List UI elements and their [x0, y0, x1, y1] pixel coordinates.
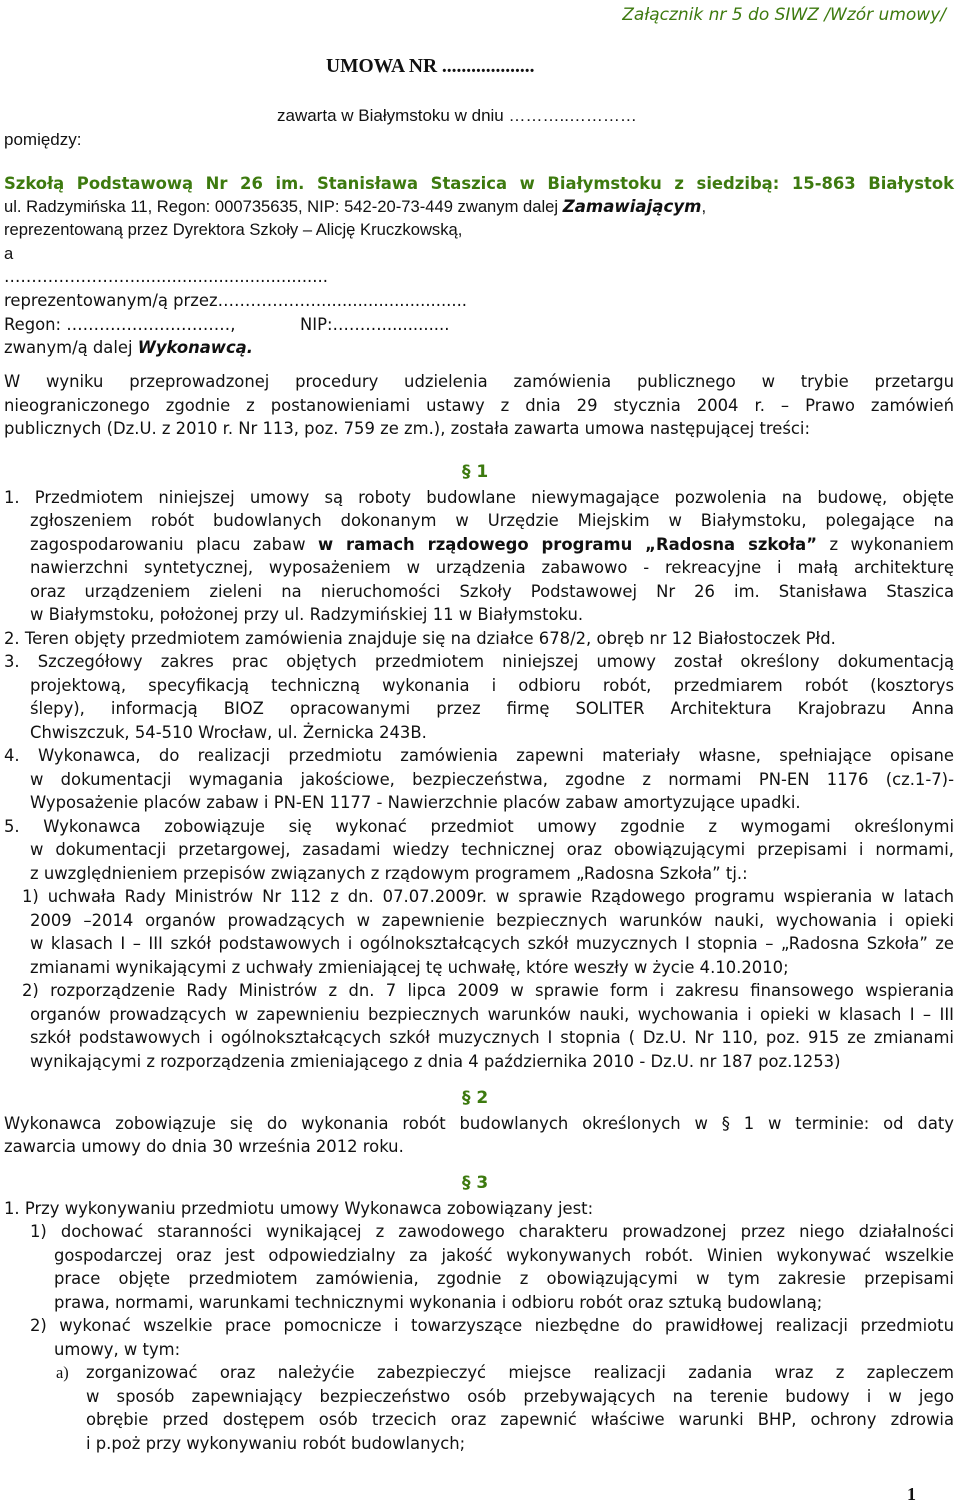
par2-line-2: zawarcia umowy do dnia 30 września 2012 roku.	[4, 1137, 404, 1156]
p5-2-line-4: wynikającymi z rozporządzenia zmieniającego z dnia 4 października 2010 - Dz.U. nr 187 poz.1253)	[30, 1052, 841, 1071]
attachment-note: Załącznik nr 5 do SIWZ /Wzór umowy/	[622, 5, 946, 25]
par3-ia-marker: a)	[56, 1363, 69, 1382]
par3-line-1: 1. Przy wykonywaniu przedmiotu umowy Wykonawca zobowiązany jest:	[4, 1199, 594, 1218]
par2-line-1: Wykonawca zobowiązuje się do wykonania robót budowlanych określonych w § 1 w terminie: od daty	[4, 1114, 954, 1133]
between-label: pomiędzy:	[4, 130, 82, 149]
nip-line: NIP:……….............	[300, 315, 450, 334]
par3-ia-line-1: zorganizować oraz należyćie zabezpieczyć miejsce realizacji zadania wraz z zapleczem	[86, 1363, 954, 1382]
school-line-3: reprezentowaną przez Dyrektora Szkoły – Alicję Kruczkowską,	[4, 220, 463, 239]
p5-2-line-2: organów prowadzących w zapewnieniu bezpiecznych warunków nauki, wychowania i opieki w klasach I – III	[30, 1005, 954, 1024]
and-label: a	[4, 244, 14, 263]
p5-line-1: 5. Wykonawca zobowiązuje się wykonać przedmiot umowy zgodnie z wymogami określonymi	[4, 817, 954, 836]
p3-line-2: projektową, specyfikacją techniczną wykonania i odbioru robót, przedmiarem robót (kosztorys	[30, 676, 954, 695]
p5-1-line-1: 1) uchwała Rady Ministrów Nr 112 z dn. 07.07.2009r. w sprawie Rządowego programu wspierania w latach	[22, 887, 954, 906]
section-1-heading: § 1	[462, 462, 489, 482]
par3-i1-line-3: prace objęte przedmiotem zamówienia, zgodnie z obowiązującymi w tym zakresie przepisami	[54, 1269, 954, 1288]
p5-line-3: z uwzględnieniem przepisów związanych z rządowym programem „Radosna Szkoła” tj.:	[30, 864, 748, 883]
p3-line-1: 3. Szczegółowy zakres prac objętych przedmiotem niniejszej umowy został określony dokumentacją	[4, 652, 954, 671]
p5-2-line-1: 2) rozporządzenie Rady Ministrów z dn. 7 lipca 2009 w sprawie form i zakresu finansowego wspierania	[22, 981, 954, 1000]
par3-i1-line-1: 1) dochować staranności wynikającej z zawodowego charakteru prowadzonej przez niego działalności	[30, 1222, 954, 1241]
p1-line-4: nawierzchni syntetycznej, wyposażeniem w urządzenia zabawowo - rekreacyjne i małą architekturę	[30, 558, 954, 577]
p5-1-line-4: zmianami wynikającymi z uchwały zmieniającej tę uchwałę, które weszły w życie 4.10.2010;	[30, 958, 789, 977]
contract-title: UMOWA NR ...................	[326, 56, 535, 77]
p4-line-1: 4. Wykonawca, do realizacji przedmiotu zamówienia zapewni materiały własne, spełniające opisane	[4, 746, 954, 765]
p4-line-3: Wyposażenie placów zabaw i PN-EN 1177 - Nawierzchnie placów zabaw amortyzujące upadki.	[30, 793, 801, 812]
intro-line-3: publicznych (Dz.U. z 2010 r. Nr 113, poz. 759 ze zm.), została zawarta umowa następującej treści:	[4, 419, 810, 438]
contractor-name-blank: …………………….....................................	[4, 267, 328, 286]
par3-i2-line-2: umowy, w tym:	[54, 1340, 181, 1359]
par3-ia-line-3: obrębie przed dostępem osób trzecich oraz zapewnić właściwe warunki BHP, ochrony zdrowia	[86, 1410, 954, 1429]
p5-2-line-3: szkół podstawowych i ogólnokształcących szkół muzycznych I stopnia ( Dz.U. Nr 110, poz. 915 ze zmianami	[30, 1028, 954, 1047]
page-number: 1	[907, 1484, 916, 1504]
par3-i2-line-1: 2) wykonać wszelkie prace pomocnicze i towarzyszące niezbędne do prawidłowej realizacji przedmiotu	[30, 1316, 954, 1335]
contractor-called-line: zwanym/ą dalej Wykonawcą.	[4, 338, 253, 357]
school-line-1: Szkołą Podstawową Nr 26 im. Stanisława Staszica w Białymstoku z siedzibą: 15-863 Białystok	[4, 174, 954, 193]
p5-1-line-3: w klasach I – III szkół podstawowych i ogólnokształcących szkół muzycznych I stopnia – „Radosna Szkoła” ze	[30, 934, 954, 953]
intro-line-1: W wyniku przeprowadzonej procedury udzielenia zamówienia publicznego w trybie przetargu	[4, 372, 954, 391]
regon-line: Regon: …………………………,	[4, 315, 236, 334]
p4-line-2: w dokumentacji wymagania jakościowe, bezpieczeństwa, zgodne z normami PN-EN 1176 (cz.1-7)-	[30, 770, 954, 789]
par3-ia-line-4: i p.poż przy wykonywaniu robót budowlanych;	[86, 1434, 466, 1453]
p5-line-2: w dokumentacji przetargowej, zasadami wiedzy technicznej oraz obowiązującymi przepisami i normami,	[30, 840, 954, 859]
p1-line-3: zagospodarowaniu placu zabaw w ramach rządowego programu „Radosna szkoła” z wykonaniem	[30, 535, 954, 554]
school-line-2: ul. Radzymińska 11, Regon: 000735635, NIP: 542-20-73-449 zwanym dalej Zamawiającym,	[4, 197, 707, 216]
section-3-heading: § 3	[462, 1173, 489, 1193]
concluded-line: zawarta w Białymstoku w dniu ………..…………	[277, 106, 637, 125]
p1-line-2: zgłoszeniem robót budowlanych dokonanym w Urzędzie Miejskim w Białymstoku, polegające na	[30, 511, 954, 530]
p1-line-5: oraz urządzeniem zieleni na nieruchomości Szkoły Podstawowej Nr 26 im. Stanisława Staszica	[30, 582, 954, 601]
par3-i1-line-2: gospodarczej oraz jest odpowiedzialny za jakość wykonywanych robót. Winien wykonywać wszelkie	[54, 1246, 954, 1265]
p3-line-4: Chwiszczuk, 54-510 Wrocław, ul. Żernicka 243B.	[30, 723, 427, 742]
section-2-heading: § 2	[462, 1088, 489, 1108]
p1-line-6: w Białymstoku, położonej przy ul. Radzymińskiej 11 w Białymstoku.	[30, 605, 584, 624]
par3-ia-line-2: w sposób zapewniający bezpieczeństwo osób przebywających na terenie budowy i w jego	[86, 1387, 954, 1406]
p5-1-line-2: 2009 –2014 organów prowadzących w zapewnienie bezpiecznych warunków nauki, wychowania i opieki	[30, 911, 954, 930]
intro-line-2: nieograniczonego zgodnie z postanowieniami ustawy z dnia 29 stycznia 2004 r. – Prawo zamówień	[4, 396, 954, 415]
representative-line: reprezentowanym/ą przez……………….............................	[4, 291, 468, 310]
p2-line: 2. Teren objęty przedmiotem zamówienia znajduje się na działce 678/2, obręb nr 12 Białostoczek Płd.	[4, 629, 836, 648]
p1-line-1: 1. Przedmiotem niniejszej umowy są roboty budowlane niewymagające pozwolenia na budowę, objęte	[4, 488, 954, 507]
par3-i1-line-4: prawa, normami, warunkami technicznymi wykonania i odbioru robót oraz sztuką budowlaną;	[54, 1293, 823, 1312]
p3-line-3: ślepy), informacją BIOZ opracowanymi przez firmę SOLITER Architektura Krajobrazu Anna	[30, 699, 954, 718]
